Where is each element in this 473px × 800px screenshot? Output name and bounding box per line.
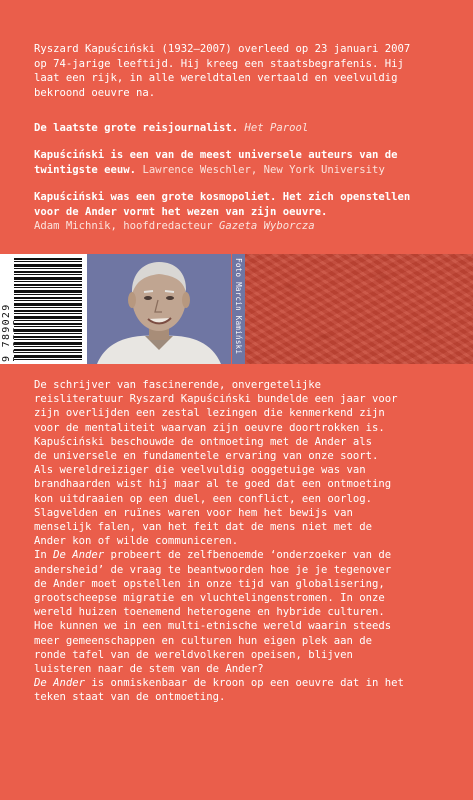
- book-title: De Ander: [34, 677, 86, 690]
- quote-text: De laatste grote reisjournalist.: [34, 122, 239, 134]
- quote-source: Lawrence Weschler, New York University: [142, 163, 385, 176]
- isbn-number: 9 789029: [1, 303, 12, 362]
- desc-line: de universele en fundamentele ervaring van onze soort.: [34, 450, 379, 463]
- book-description: [34, 378, 404, 705]
- desc-line: Slagvelden en ruïnes waren voor hem het bewijs van: [34, 506, 353, 519]
- desc-line: wereld huizen toenemend heterogene en hybride culturen.: [34, 606, 385, 619]
- quote-text: Kapuściński is een van de meest universele auteurs van de: [34, 149, 398, 161]
- quote-publication: Gazeta Wyborcza: [218, 220, 315, 233]
- book-title: De Ander: [53, 549, 105, 562]
- desc-line: brandhaarden wist hij maar al te goed dat een ontmoeting: [34, 478, 392, 491]
- desc-line: zijn overlijden een zestal lezingen die kenmerkend zijn: [34, 407, 385, 420]
- desc-line: luisteren naar de stem van de Ander?: [34, 663, 264, 676]
- desc-line: kon uitdraaien op een duel, een conflict, een oorlog.: [34, 492, 373, 505]
- photo-credit-text: Foto Marcin Kamiński: [234, 258, 243, 355]
- review-quote-weschler: [34, 148, 398, 177]
- desc-line: Ander kon of wilde communiceren.: [34, 535, 239, 548]
- desc-line: teken staat van de ontmoeting.: [34, 691, 226, 704]
- review-quote-michnik: [34, 190, 410, 234]
- bio-line: op 74-jarige leeftijd. Hij kreeg een staatsbegrafenis. Hij: [34, 57, 404, 70]
- photo-credit: [232, 254, 245, 364]
- author-photo: [87, 254, 231, 364]
- desc-prefix: In: [34, 549, 54, 562]
- desc-line: Als wereldreiziger die veelvuldig ooggetuige was van: [34, 464, 366, 477]
- desc-line: grootscheepse migratie en vluchtelingenstromen. In onze: [34, 592, 385, 605]
- texture-image: [245, 254, 473, 364]
- quote-source: Adam Michnik, hoofdredacteur: [34, 220, 213, 233]
- desc-line: reisliteratuur Ryszard Kapuściński bundelde een jaar voor: [34, 393, 398, 406]
- review-quote-parool: [34, 121, 308, 136]
- desc-line: probeert de zelfbenoemde ‘onderzoeker van de: [104, 549, 392, 562]
- bio-line: Ryszard Kapuściński (1932–2007) overleed op 23 januari 2007: [34, 43, 411, 55]
- desc-line: is onmiskenbaar de kroon op een oeuvre dat in het: [85, 677, 404, 690]
- author-bio: [34, 42, 410, 100]
- desc-line: Kapuściński beschouwde de ontmoeting met de Ander als: [34, 435, 373, 448]
- quote-text: twintigste eeuw.: [34, 163, 137, 176]
- desc-line: De schrijver van fascinerende, onvergetelijke: [34, 379, 322, 391]
- desc-line: andersheid’ de vraag te beantwoorden hoe je je tegenover: [34, 563, 392, 576]
- quote-text: Kapuściński was een grote kosmopoliet. Het zich openstellen: [34, 191, 411, 203]
- desc-line: de Ander moet opstellen in onze tijd van globalisering,: [34, 577, 385, 590]
- bio-line: bekroond oeuvre na.: [34, 86, 156, 99]
- portrait-image: [87, 254, 231, 364]
- bio-line: laat een rijk, in alle wereldtalen vertaald en veelvuldig: [34, 72, 398, 85]
- desc-line: Hoe kunnen we in een multi-etnische wereld waarin steeds: [34, 620, 392, 633]
- barcode-icon: [14, 258, 82, 362]
- quote-source: Het Parool: [244, 122, 309, 134]
- desc-line: menselijk falen, van het feit dat de mens niet met de: [34, 521, 373, 534]
- quote-text: voor de Ander vormt het wezen van zijn oeuvre.: [34, 205, 328, 218]
- desc-line: voor de mentaliteit waarvan zijn oeuvre doortrokken is.: [34, 421, 385, 434]
- desc-line: ronde tafel van de wereldvolkeren opeisen, blijven: [34, 648, 353, 661]
- desc-line: meer gemeenschappen en culturen hun eigen plek aan de: [34, 634, 373, 647]
